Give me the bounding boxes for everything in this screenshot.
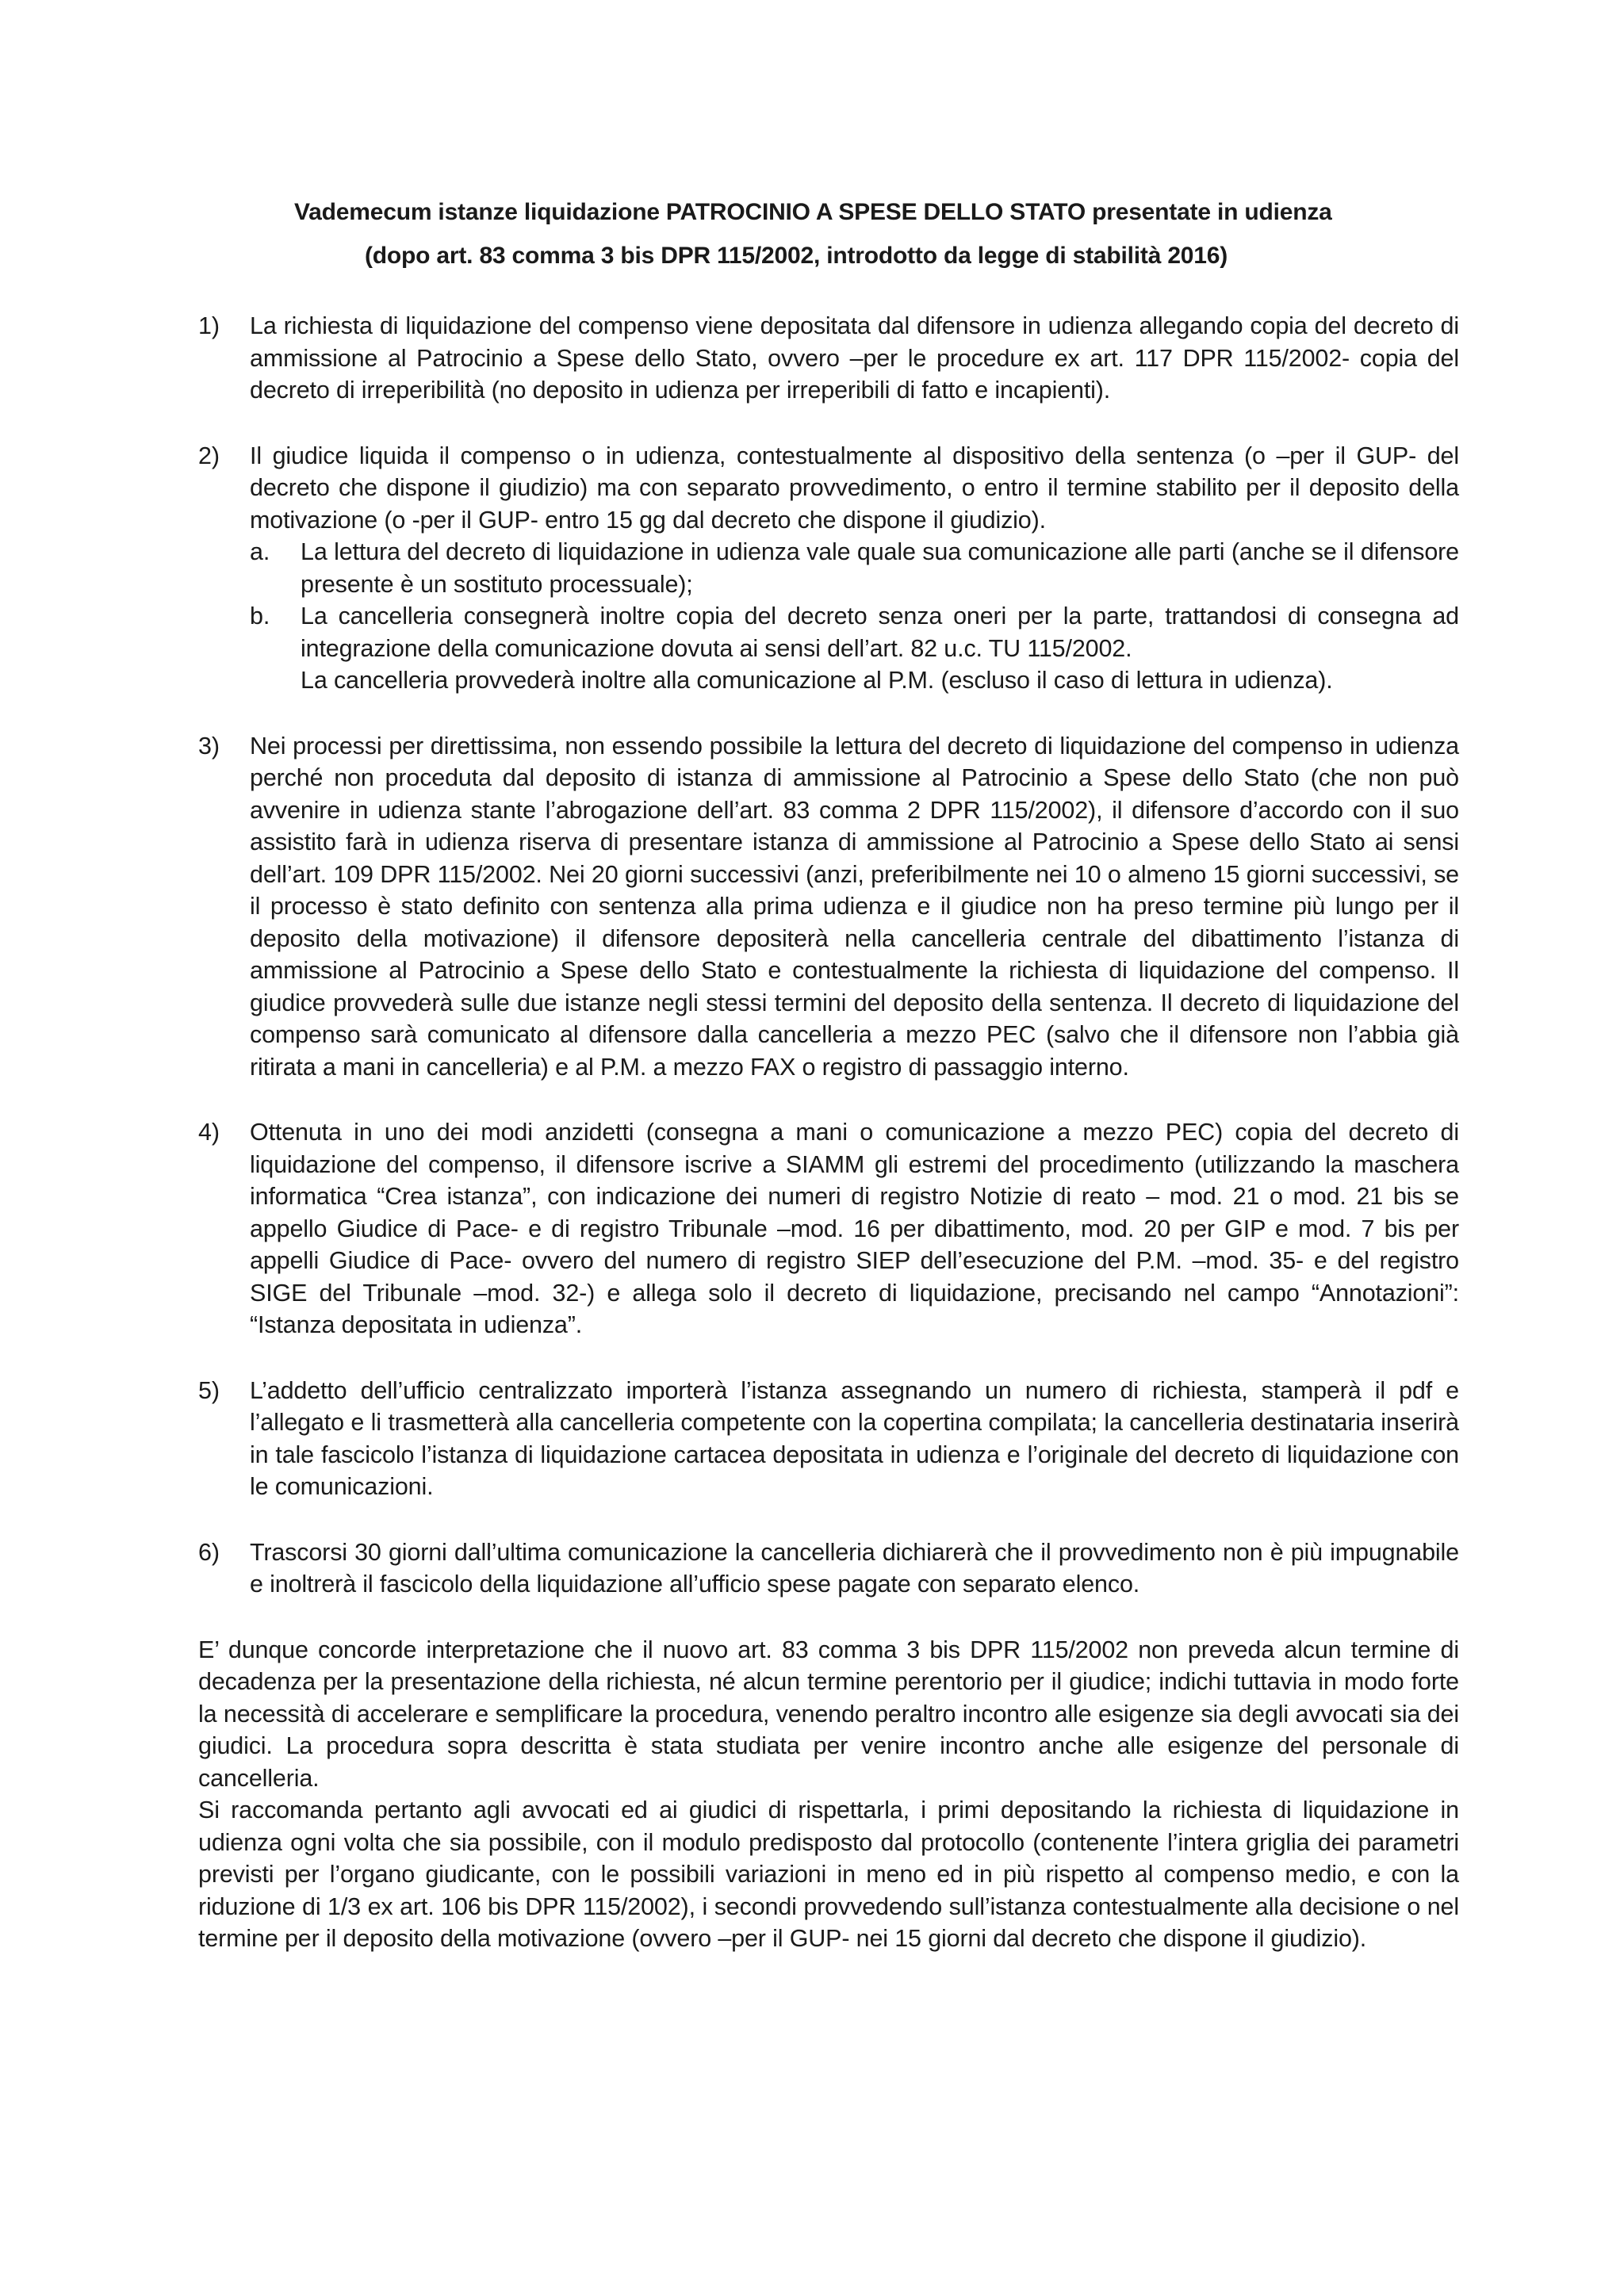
document-title xyxy=(198,190,1467,277)
sub-item-a xyxy=(250,536,1459,600)
list-item-3 xyxy=(198,730,1459,1084)
sub-item-letter: a. xyxy=(250,538,270,565)
list-item-6 xyxy=(198,1536,1459,1601)
item-number: 3) xyxy=(198,732,220,760)
title-line-2: (dopo art. 83 comma 3 bis DPR 115/2002, introdotto da legge di stabilità 2016) xyxy=(365,243,1228,269)
list-item-4 xyxy=(198,1116,1459,1341)
sub-item-note: La cancelleria provvederà inoltre alla comunicazione al P.M. (escluso il caso di lettura in udienza). xyxy=(301,667,1333,694)
item-text: La richiesta di liquidazione del compenso viene depositata dal difensore in udienza allegando copia del decreto di ammissione al Patrocinio a Spese dello Stato, ovvero –per le procedure ex art. 117 DPR 115/2002- copia del decreto di irreperibilità (no deposito in udienza per irreperibili di fatto e incapienti). xyxy=(250,312,1459,404)
sub-item-text: La cancelleria consegnerà inoltre copia del decreto senza oneri per la parte, trattandosi di consegna ad integrazione della comunicazione dovuta ai sensi dell’art. 82 u.c. TU 115/2002. xyxy=(301,603,1459,662)
sub-item-text: La lettura del decreto di liquidazione in udienza vale quale sua comunicazione alle parti (anche se il difensore presente è un sostituto processuale); xyxy=(301,538,1459,598)
closing-paragraph-1: E’ dunque concorde interpretazione che il nuovo art. 83 comma 3 bis DPR 115/2002 non preveda alcun termine di decadenza per la presentazione della richiesta, né alcun termine perentorio per il giudice; indichi tuttavia in modo forte la necessità di accelerare e semplificare la procedura, venendo peraltro incontro alle esigenze sia degli avvocati sia dei giudici. La procedura sopra descritta è stata studiata per venire incontro anche alle esigenze del personale di cancelleria. xyxy=(198,1636,1459,1792)
item-text: Ottenuta in uno dei modi anzidetti (consegna a mani o comunicazione a mezzo PEC) copia del decreto di liquidazione del compenso, il difensore iscrive a SIAMM gli estremi del procedimento (utilizzando la maschera informatica “Crea istanza”, con indicazione dei numeri di registro Notizie di reato – mod. 21 o mod. 21 bis se appello Giudice di Pace- e di registro Tribunale –mod. 16 per dibattimento, mod. 20 per GIP e mod. 7 bis per appelli Giudice di Pace- ovvero del numero di registro SIEP dell’esecuzione del P.M. –mod. 35- e del registro SIGE del Tribunale –mod. 32-) e allega solo il decreto di liquidazione, precisando nel campo “Annotazioni”: “Istanza depositata in udienza”. xyxy=(250,1119,1459,1338)
item-text: Trascorsi 30 giorni dall’ultima comunicazione la cancelleria dichiarerà che il provvedimento non è più impugnabile e inoltrerà il fascicolo della liquidazione all’ufficio spese pagate con separato elenco. xyxy=(250,1538,1459,1598)
sub-item-letter: b. xyxy=(250,603,270,629)
list-item-5 xyxy=(198,1375,1459,1503)
item-text: Nei processi per direttissima, non essendo possibile la lettura del decreto di liquidazione del compenso in udienza perché non proceduta dal deposito di istanza di ammissione al Patrocinio a Spese dello Stato (che non può avvenire in udienza stante l’abrogazione dell’art. 83 comma 2 DPR 115/2002), il difensore d’accordo con il suo assistito farà in udienza riserva di presentare istanza di ammissione al Patrocinio a Spese dello Stato ai sensi dell’art. 109 DPR 115/2002. Nei 20 giorni successivi (anzi, preferibilmente nei 10 o almeno 15 giorni successivi, se il processo è stato definito con sentenza alla prima udienza e il giudice non ha preso termine più lungo per il deposito della motivazione) il difensore depositerà nella cancelleria centrale del dibattimento l’istanza di ammissione al Patrocinio a Spese dello Stato e contestualmente la richiesta di liquidazione del compenso. Il giudice provvederà sulle due istanze negli stessi termini del deposito della sentenza. Il decreto di liquidazione del compenso sarà comunicato al difensore dalla cancelleria a mezzo PEC (salvo che il difensore non l’abbia già ritirata a mani in cancelleria) e al P.M. a mezzo FAX o registro di passaggio interno. xyxy=(250,732,1459,1081)
sub-item-b xyxy=(250,600,1459,697)
closing-paragraph-2: Si raccomanda pertanto agli avvocati ed ai giudici di rispettarla, i primi depositando la richiesta di liquidazione in udienza ogni volta che sia possibile, con il modulo predisposto dal protocollo (contenente l’intera griglia dei parametri previsti per l’organo giudicante, con le possibili variazioni in meno ed in più rispetto al compenso medio, e con la riduzione di 1/3 ex art. 106 bis DPR 115/2002), i secondi provvedendo sull’istanza contestualmente alla decisione o nel termine per il deposito della motivazione (ovvero –per il GUP- nei 15 giorni dal decreto che dispone il giudizio). xyxy=(198,1797,1459,1952)
item-text: Il giudice liquida il compenso o in udienza, contestualmente al dispositivo della sentenza (o –per il GUP- del decreto che dispone il giudizio) ma con separato provvedimento, o entro il termine stabilito per il deposito della motivazione (o -per il GUP- entro 15 gg dal decreto che dispone il giudizio). xyxy=(250,442,1459,534)
list-item-1 xyxy=(198,310,1459,407)
list-item-2 xyxy=(198,440,1459,697)
item-number: 4) xyxy=(198,1119,220,1146)
item-number: 1) xyxy=(198,312,220,339)
title-line-1: Vademecum istanze liquidazione PATROCINIO A SPESE DELLO STATO presentate in udienza xyxy=(294,199,1332,225)
item-text: L’addetto dell’ufficio centralizzato importerà l’istanza assegnando un numero di richiesta, stamperà il pdf e l’allegato e li trasmetterà alla cancelleria competente con la copertina compilata; la cancelleria destinataria inserirà in tale fascicolo l’istanza di liquidazione cartacea depositata in udienza e l’originale del decreto di liquidazione con le comunicazioni. xyxy=(250,1376,1459,1500)
item-number: 6) xyxy=(198,1538,220,1566)
document-body xyxy=(198,310,1459,1955)
item-number: 5) xyxy=(198,1376,220,1404)
item-number: 2) xyxy=(198,442,220,469)
